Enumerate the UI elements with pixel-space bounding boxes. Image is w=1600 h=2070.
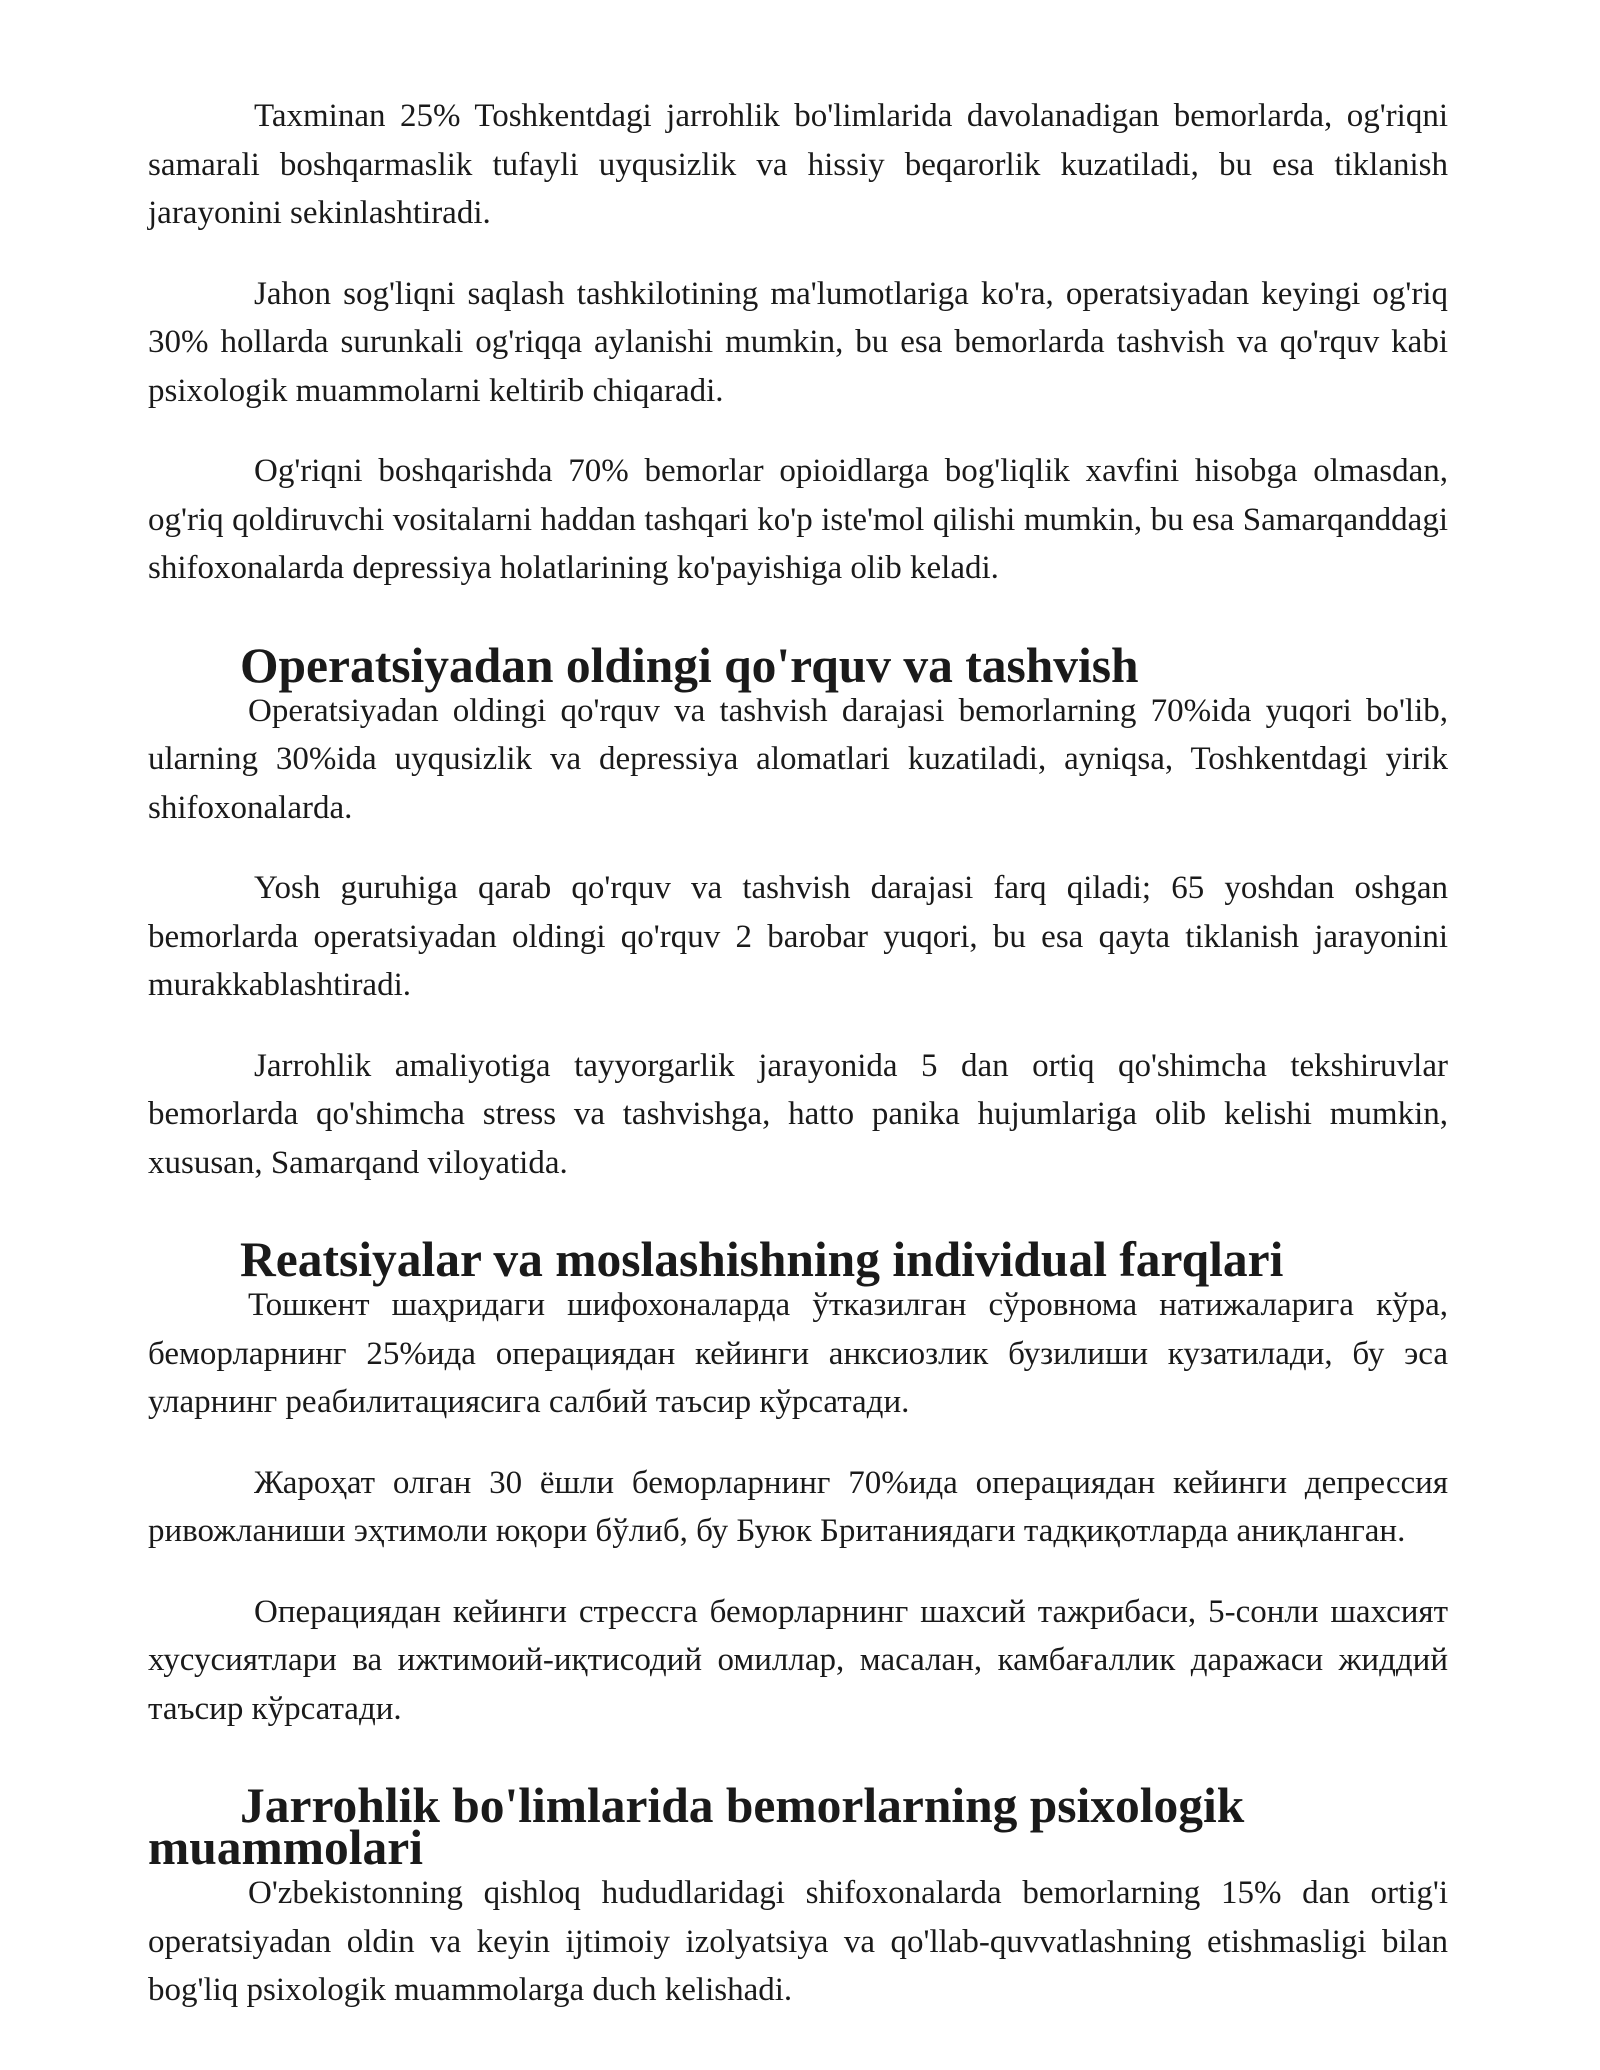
paragraph: Operatsiyadan oldingi qo'rquv va tashvish darajasi bemorlarning 70%ida yuqori bo'lib, ularning 30%ida uyqusizlik va depressiya alomatlari kuzatiladi, ayniqsa, Toshkentdagi yirik shifoxonalarda. xyxy=(148,692,1448,826)
document-page xyxy=(148,92,1448,2015)
section-heading: Jarrohlik bo'limlarida bemorlarning psixologik muammolari xyxy=(148,1778,1245,1875)
paragraph: Taxminan 25% Toshkentdagi jarrohlik bo'limlarida davolanadigan bemorlarda, og'riqni samarali boshqarmaslik tufayli uyqusizlik va hissiy beqarorlik kuzatiladi, bu esa tiklanish jarayonini sekinlashtiradi. xyxy=(148,98,1448,231)
paragraph: Jarrohlik amaliyotiga tayyorgarlik jarayonida 5 dan ortiq qo'shimcha tekshiruvlar bemorlarda qo'shimcha stress va tashvishga, hatto panika hujumlariga olib kelishi mumkin, xususan, Samarqand viloyatida. xyxy=(148,1047,1448,1181)
paragraph: Жароҳат олган 30 ёшли беморларнинг 70%ида операциядан кейинги депрессия ривожланиши эҳтимоли юқори бўлиб, бу Буюк Британиядаги тадқиқотларда аниқланган. xyxy=(148,1464,1448,1549)
section-heading: Operatsiyadan oldingi qo'rquv va tashvish xyxy=(240,637,1139,693)
paragraph: Операциядан кейинги стрессга беморларнинг шахсий тажрибаси, 5-сонли шахсият хусусиятлари ва ижтимоий-иқтисодий омиллар, масалан, камбағаллик даражаси жиддий таъсир кўрсатади. xyxy=(148,1593,1448,1727)
paragraph: O'zbekistonning qishloq hududlaridagi shifoxonalarda bemorlarning 15% dan ortig'i operatsiyadan oldin va keyin ijtimoiy izolyatsiya va qo'llab-quvvatlashning etishmasligi bilan bog'liq psixologik muammolarga duch kelishadi. xyxy=(148,1875,1448,2008)
paragraph: Тошкент шаҳридаги шифохоналарда ўтказилган сўровнома натижаларига кўра, беморларнинг 25%ида операциядан кейинги анксиозлик бузилиши кузатилади, бу эса уларнинг реабилитациясига салбий таъсир кўрсатади. xyxy=(148,1287,1448,1420)
paragraph: Jahon sog'liqni saqlash tashkilotining ma'lumotlariga ko'ra, operatsiyadan keyingi og'riq 30% hollarda surunkali og'riqqa aylanishi mumkin, bu esa bemorlarda tashvish va qo'rquv kabi psixologik muammolarni keltirib chiqaradi. xyxy=(148,275,1448,409)
paragraph: Yosh guruhiga qarab qo'rquv va tashvish darajasi farq qiladi; 65 yoshdan oshgan bemorlarda operatsiyadan oldingi qo'rquv 2 barobar yuqori, bu esa qayta tiklanish jarayonini murakkablashtiradi. xyxy=(148,870,1448,1003)
paragraph: Og'riqni boshqarishda 70% bemorlar opioidlarga bog'liqlik xavfini hisobga olmasdan, og'riq qoldiruvchi vositalarni haddan tashqari ko'p iste'mol qilishi mumkin, bu esa Samarqanddagi shifoxonalarda depressiya holatlarining ko'payishiga olib keladi. xyxy=(148,453,1448,586)
section-heading: Reatsiyalar va moslashishning individual farqlari xyxy=(240,1232,1284,1287)
